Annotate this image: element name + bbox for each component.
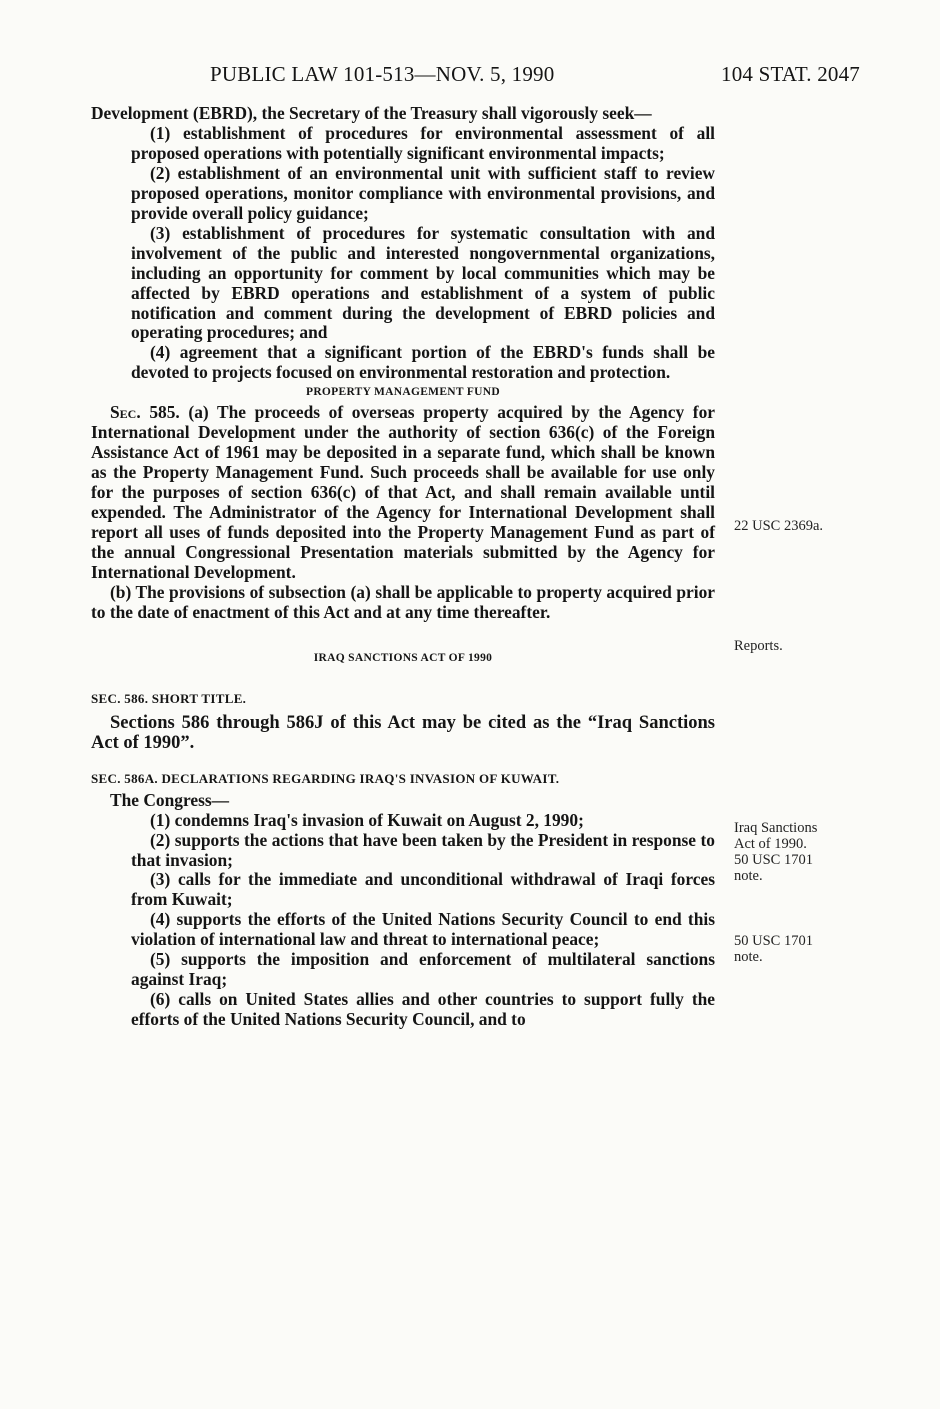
sec-585-paragraph-a — [91, 403, 715, 583]
congress-intro: The Congress— — [110, 789, 230, 810]
iraq-item-5: (5) supports the imposition and enforcement of multilateral sanctions against Iraq; — [131, 949, 715, 990]
ebrd-item-3: (3) establishment of procedures for systematic consultation with and involvement of the public and interested nongovernmental organizations, including an opportunity for comment by local communities which may be affected by EBRD operations and establishment of a system of public notification and comment during the development of EBRD policies and operating procedures; and — [131, 222, 715, 343]
iraq-item-3: (3) calls for the immediate and unconditional withdrawal of Iraqi forces from Kuwait; — [131, 869, 715, 910]
sec-586-text: Sections 586 through 586J of this Act may be cited as the “Iraq Sanctions Act of 1990”. — [91, 712, 715, 753]
margin-note-iraq-line2: Act of 1990. — [734, 836, 807, 852]
sec-586-title: SEC. 586. SHORT TITLE. — [91, 690, 247, 706]
sec-585-text: 585. (a) The proceeds of overseas property acquired by the Agency for International Development under the authority of section 636(c) of the Foreign Assistance Act of 1961 may be deposited in a separate fund, which shall be known as the Property Management Fund. Such proceeds shall be available for use only for the purposes of section 636(c) of that Act, and shall remain available until expended. The Administrator of the Agency for International Development shall report all uses of funds deposited into the Property Management Fund as part of the annual Congressional Presentation materials submitted by the Agency for International Development. — [91, 402, 715, 582]
margin-note-reports: Reports. — [734, 638, 783, 654]
ebrd-item-2: (2) establishment of an environmental unit with sufficient staff to review proposed operations, monitor compliance with environmental provisions, and provide overall policy guidance; — [131, 162, 715, 223]
running-header — [210, 62, 860, 90]
margin-note-586a — [734, 933, 813, 965]
margin-note-22-usc-2369a: 22 USC 2369a. — [734, 518, 824, 534]
margin-note-iraq-line1: Iraq Sanctions — [734, 820, 818, 836]
property-management-fund-heading: PROPERTY MANAGEMENT FUND — [306, 386, 500, 399]
margin-note-note-a: note. — [734, 868, 763, 884]
iraq-sanctions-heading: IRAQ SANCTIONS ACT OF 1990 — [313, 651, 493, 664]
intro-paragraph: Development (EBRD), the Secretary of the Treasury shall vigorously seek— — [91, 103, 652, 123]
sec-586a-title: SEC. 586A. DECLARATIONS REGARDING IRAQ'S INVASION OF KUWAIT. — [91, 770, 560, 786]
margin-note-50-usc-1701-a: 50 USC 1701 — [734, 852, 813, 868]
running-title: PUBLIC LAW 101-513—NOV. 5, 1990 — [210, 62, 555, 86]
ebrd-item-1: (1) establishment of procedures for environmental assessment of all proposed operations with potentially significant environmental impacts; — [131, 122, 715, 163]
margin-note-iraq-sanctions-act — [734, 820, 817, 884]
iraq-item-6: (6) calls on United States allies and other countries to support fully the efforts of the United Nations Security Council, and to — [131, 989, 715, 1030]
ebrd-item-4: (4) agreement that a significant portion of the EBRD's funds shall be devoted to projects focused on environmental restoration and protection. — [131, 342, 715, 383]
iraq-item-4: (4) supports the efforts of the United Nations Security Council to end this violation of international law and threat to international peace; — [131, 909, 715, 950]
margin-note-note-b: note. — [734, 949, 763, 965]
margin-note-50-usc-1701-b: 50 USC 1701 — [734, 933, 813, 949]
iraq-item-2: (2) supports the actions that have been taken by the President in response to that invasion; — [131, 829, 715, 870]
main-text-column — [91, 104, 715, 1030]
stat-page-number: 104 STAT. 2047 — [721, 62, 860, 86]
sec-585-paragraph-b: (b) The provisions of subsection (a) shall be applicable to property acquired prior to the date of enactment of this Act and at any time thereafter. — [91, 581, 715, 622]
sec-label: Sec. — [110, 402, 141, 423]
iraq-item-1: (1) condemns Iraq's invasion of Kuwait on August 2, 1990; — [150, 809, 584, 830]
